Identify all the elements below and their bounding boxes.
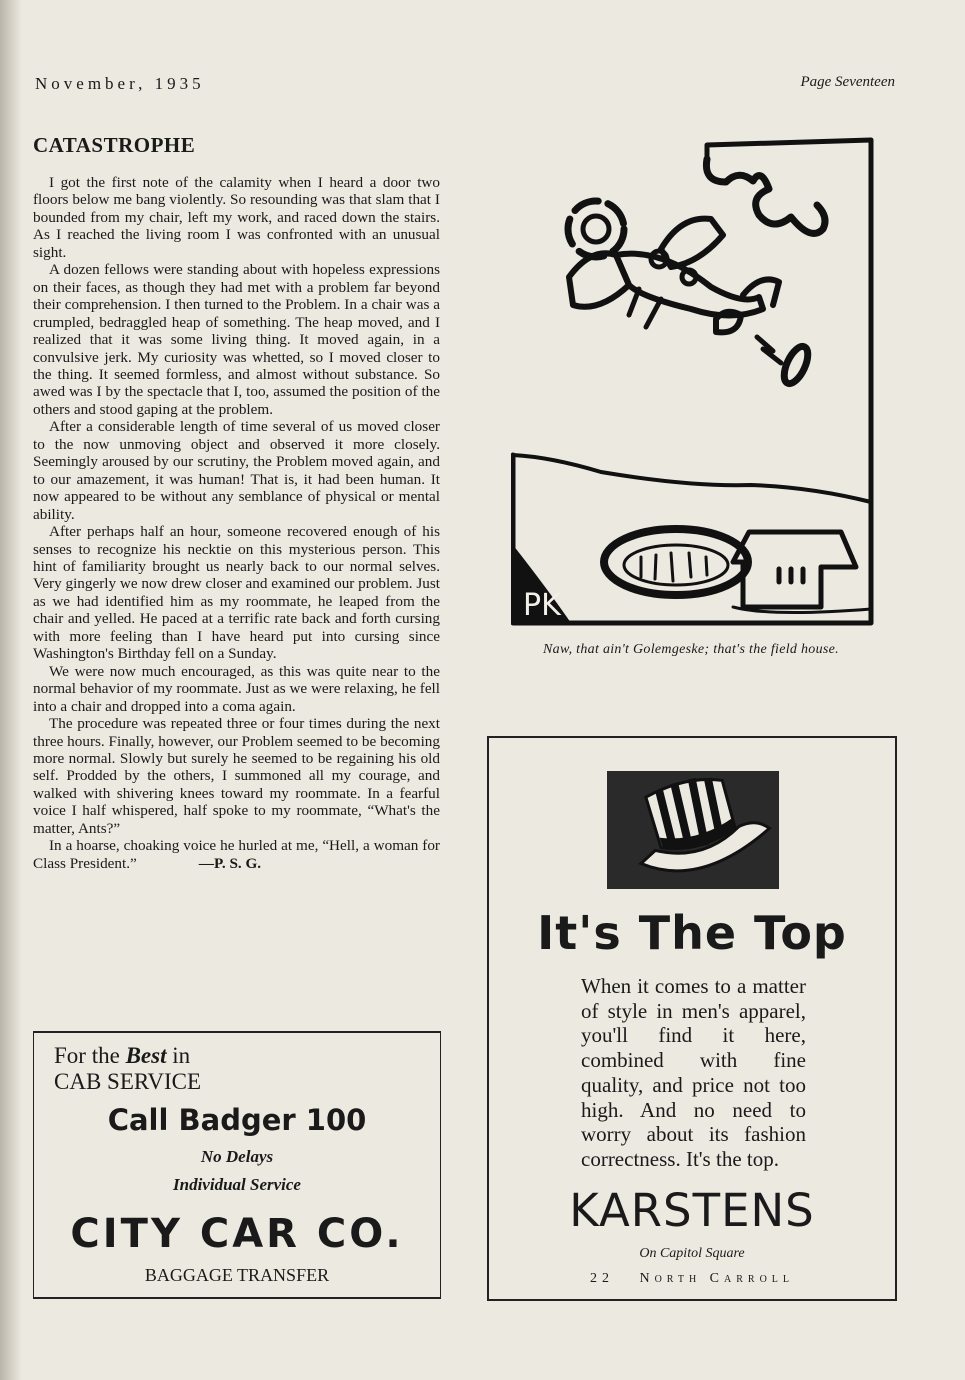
page-binding-shadow [0,0,22,1380]
cab-ad-best: Best [125,1043,167,1068]
karstens-headline: It's The Top [537,906,847,960]
story-signature: —P. S. G. [198,854,262,872]
story-paragraph: The procedure was repeated three or four times during the next three hours. Finally, however, our Problem seemed to be becoming more normal. Slowly but surely he seemed to be regaining his old self. Prodded by the others, I summoned all my courage, and walked with shivering knees toward my roommate. In a fearful voice I half whispered, half spoke to my roommate, “What's the matter, Ants?” [33,715,440,837]
story-paragraph: We were now much encouraged, as this was quite near to the normal behavior of my roommate. Just as we were relaxing, he fell into a chair and dropped into a coma again. [33,662,440,715]
cab-ad-phone: Call Badger 100 [107,1103,367,1137]
karstens-body: When it comes to a matter of style in men's apparel, you'll find it here, combined with fine quality, and price not too high. And no need to worry about its fashion correctness. It's the top. [581,974,806,1171]
airplane-cartoon-illustration [511,137,874,627]
karstens-name: KARSTENS [569,1184,815,1237]
cab-ad-in: in [172,1043,191,1068]
karstens-address [489,1271,895,1287]
cab-service-ad [33,1031,441,1299]
cartoon-initials: PK [523,588,561,623]
cab-ad-for-the: For the [54,1043,120,1068]
cab-ad-service: CAB SERVICE [54,1069,202,1094]
story-paragraph: After perhaps half an hour, someone recovered enough of his senses to recognize his necktie on this mysterious person. This hint of familiarity brought us nearly back to our normal selves. Very gingerly we now drew closer and examined our problem. Just as we had identified him as my roommate, he leaped from the chair and yelled. He paced at a terrific rate back and forth cursing with more feeling than I have heard put into cursing since Washington's Birthday fell on a Sunday. [33,523,440,663]
top-hat-icon [607,771,779,889]
karstens-ad [487,736,897,1301]
story-paragraph: A dozen fellows were standing about with hopeless expressions on their faces, as though they had met with a problem far beyond their comprehension. I then turned to the Problem. In a chair was a crumpled, bedraggled heap of something. The heap moved, and I realized that it was some living thing. It moved again, in a convulsive jerk. My curiosity was whetted, so I moved closer to the thing. It seemed formless, and almost without substance. So awed was I by the spectacle that I, too, assumed the position of the others and stood gaping at the problem. [33,261,440,418]
cab-ad-baggage: BAGGAGE TRANSFER [144,1265,330,1285]
cab-ad-individual: Individual Service [173,1175,301,1194]
story-paragraph: After a considerable length of time several of us moved closer to the now unmoving object and observed it more closely. Seemingly aroused by our scrutiny, the Problem moved again, and to our amazement, it was human! That is, it had been human. It now appeared to be without any semblance of physical or mental ability. [33,418,440,523]
story-paragraph-last [33,837,440,872]
page-number: Page Seventeen [800,74,895,90]
karstens-address-street: North Carroll [639,1271,795,1286]
cab-ad-headline [54,1043,190,1069]
cab-ad-company: CITY CAR CO. [70,1211,404,1257]
story-body [33,174,440,872]
cab-ad-no-delays: No Delays [200,1147,274,1166]
page-date: November, 1935 [35,74,205,93]
story-paragraph: I got the first note of the calamity when I heard a door two floors below me bang violently. So resounding was that slam that I bounded from my chair, left my work, and raced down the stairs. As I reached the living room I was confronted with an unusual sight. [33,174,440,261]
cartoon-caption: Naw, that ain't Golemgeske; that's the field house. [543,642,839,657]
karstens-location: On Capitol Square [639,1246,745,1261]
story-title: CATASTROPHE [33,133,196,157]
story-last-text: In a hoarse, choaking voice he hurled at me, “Hell, a woman for Class President.” [33,837,440,872]
karstens-address-number: 22 [589,1271,614,1286]
